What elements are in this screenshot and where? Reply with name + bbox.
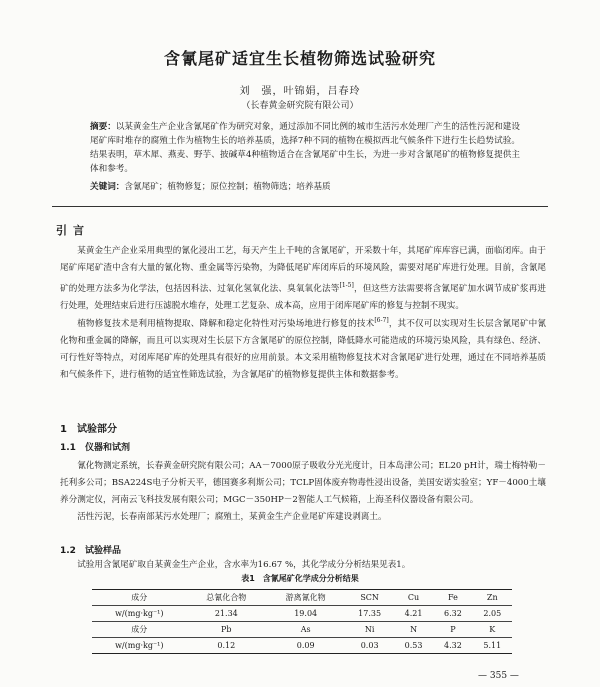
- authors: 刘 强，叶锦娟，吕春玲: [239, 86, 361, 97]
- intro-p2-text: 植物修复技术是利用植物提取、降解和稳定化特性对污染场地进行修复的技术: [77, 318, 375, 329]
- table-cell: 成分: [92, 622, 187, 638]
- table-cell: Cu: [394, 590, 433, 606]
- table-cell: Pb: [187, 622, 266, 638]
- page-number: — 355 —: [478, 671, 519, 681]
- intro-heading: 引言: [56, 224, 90, 237]
- table-cell: 0.09: [266, 638, 345, 654]
- table-cell: N: [394, 622, 433, 638]
- table-caption: 表1 含氰尾矿化学成分分析结果: [241, 574, 359, 583]
- sample-paragraph: 试验用含氰尾矿取自某黄金生产企业，含水率为16.67 %，其化学成分分析结果见表1。: [77, 560, 411, 570]
- table-cell: 游离氰化物: [266, 590, 345, 606]
- intro-p1-ref: [1-5]: [339, 282, 354, 289]
- section-1-heading: 1 试验部分: [60, 424, 117, 435]
- table-cell: As: [266, 622, 345, 638]
- table-cell: 2.05: [473, 606, 512, 622]
- table-cell: 0.12: [187, 638, 266, 654]
- paper-title: 含氰尾矿适宜生长植物筛选试验研究: [163, 49, 436, 68]
- table-cell: Fe: [433, 590, 472, 606]
- keywords-text: 含氰尾矿；植物修复；原位控制；植物筛选；培养基质: [124, 182, 331, 192]
- abstract-text: 以某黄金生产企业含氰尾矿作为研究对象，通过添加不同比例的城市生活污水处理厂产生的活性污泥和建设尾矿库时堆存的腐殖土作为植物生长的培养基质，选择7种不同的植物在模拟西北气候条件下进行生长趋势试验。结果表明，草木犀、燕麦、野芋、披碱草4种植物适合在含氰尾矿中生长，为进一步对含氰尾矿的植物修复提供主体和参考。: [90, 122, 520, 174]
- table-cell: 总氰化合物: [187, 590, 266, 606]
- table-row: [92, 638, 512, 654]
- table-cell: Ni: [345, 622, 394, 638]
- table-cell: 0.53: [394, 638, 433, 654]
- composition-table: [92, 589, 512, 654]
- affiliation: （长春黄金研究院有限公司）: [241, 101, 359, 111]
- subsection-1-1-heading: 1.1 仪器和试剂: [60, 443, 130, 453]
- intro-paragraph-1: [60, 243, 546, 315]
- intro-p1-text: 某黄金生产企业采用典型的氰化浸出工艺，每天产生上千吨的含氰尾矿，开采数十年，其尾矿库库容已满，面临闭库。由于尾矿库尾矿渣中含有大量的氰化物、重金属等污染物，为降低尾矿库闭库后的环境风险，需要对尾矿库进行处理。目前，含氰尾矿的处理方法多为化学法，包括因科法、过氧化氢氧化法、臭氧氧化法等: [60, 246, 546, 294]
- table-cell: w/(mg·kg⁻¹): [92, 606, 187, 622]
- table-cell: 5.11: [473, 638, 512, 654]
- table-row: [92, 622, 512, 638]
- table-cell: 4.32: [433, 638, 472, 654]
- table-cell: w/(mg·kg⁻¹): [92, 638, 187, 654]
- keywords: [90, 180, 520, 194]
- table-row: [92, 606, 512, 622]
- table-cell: 成分: [92, 590, 187, 606]
- subsection-1-2-heading: 1.2 试验样品: [60, 546, 121, 556]
- table-cell: 21.34: [187, 606, 266, 622]
- table-row: [92, 590, 512, 606]
- intro-paragraph-2: [60, 312, 546, 384]
- instruments-text: 氰化物测定系统，长春黄金研究院有限公司；AA－7000原子吸收分光光度计，日本岛津公司；EL20 pH计，瑞士梅特勒－托利多公司；BSA224S电子分析天平，德国赛多利斯公司；TCLP固体废弃物毒性浸出设备，美国安诺实验室；YF－4000土壤养分测定仪，河南云飞科技发展有限公司；MGC－350HP－2智能人工气候箱，上海圣科仪器设备有限公司。: [60, 461, 546, 505]
- table-cell: 6.32: [433, 606, 472, 622]
- abstract-label: 摘要：: [90, 122, 116, 132]
- intro-p1-tail: ，但这些方法需要将含氰尾矿加水调节成矿浆再进行处理，处理结束后进行压滤脱水堆存，处理工艺复杂、成本高，应用于闭库尾矿库的修复与控制不现实。: [60, 283, 546, 311]
- intro-p2-tail: ，其不仅可以实现对生长层含氰尾矿中氰化物和重金属的降解，而且可以实现对生长层下方含氰尾矿的原位控制，降低降水可能造成的环境污染风险，具有绿色、经济、可行性好等特点，对闭库尾矿库的处理具有很好的应用前景。本文采用植物修复技术对含氰尾矿进行处理，通过在不同培养基质和气候条件下，进行植物的适宜性筛选试验，为含氰尾矿的植物修复提供主体和数据参考。: [60, 318, 546, 380]
- abstract: [90, 120, 520, 176]
- table-cell: P: [433, 622, 472, 638]
- table-cell: 0.03: [345, 638, 394, 654]
- instruments-paragraph: [60, 458, 546, 526]
- keywords-label: 关键词：: [90, 182, 125, 192]
- intro-p2-ref: [6-7]: [374, 317, 389, 324]
- table-cell: Zn: [473, 590, 512, 606]
- reagents-text: 活性污泥，长春南部某污水处理厂；腐殖土，某黄金生产企业尾矿库建设剥离土。: [77, 512, 387, 522]
- table-cell: 19.04: [266, 606, 345, 622]
- table-cell: K: [473, 622, 512, 638]
- table-cell: SCN: [345, 590, 394, 606]
- section-divider: [52, 206, 548, 207]
- table-cell: 4.21: [394, 606, 433, 622]
- table-cell: 17.35: [345, 606, 394, 622]
